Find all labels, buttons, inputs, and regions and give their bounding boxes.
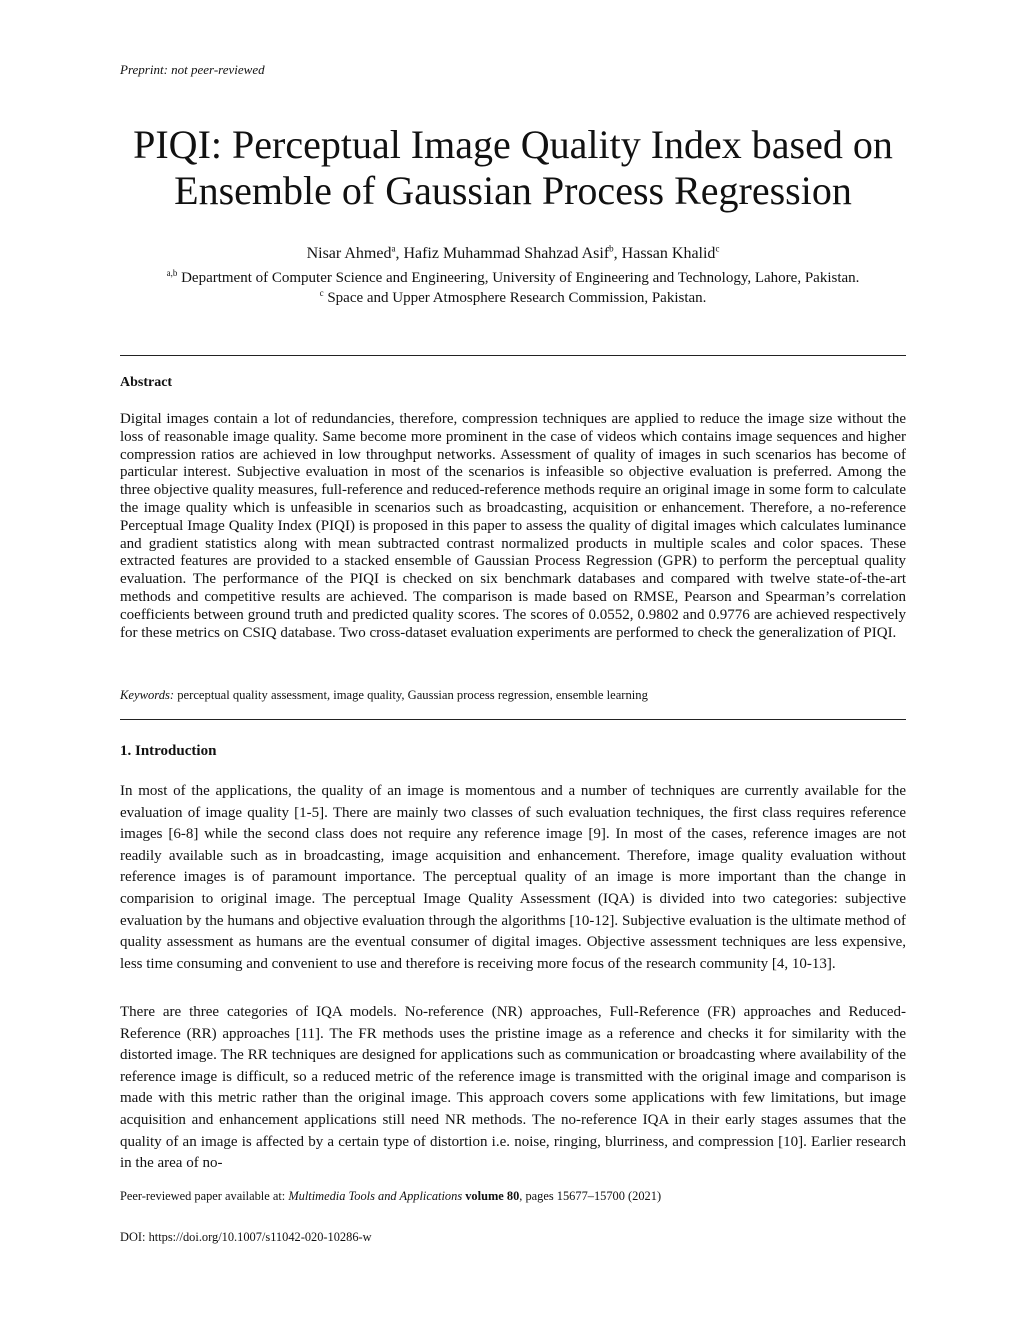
affiliation-2	[120, 290, 906, 307]
journal-name: Multimedia Tools and Applications	[288, 1189, 463, 1203]
doi-link[interactable]: DOI: https://doi.org/10.1007/s11042-020-10286-w	[120, 1230, 372, 1244]
affiliation-2-text: Space and Upper Atmosphere Research Commission, Pakistan.	[323, 290, 707, 306]
author-2-affil-mark: b	[609, 243, 614, 254]
peer-review-note	[120, 1189, 661, 1204]
affiliation-2-mark: c	[319, 288, 324, 298]
author-list	[120, 245, 906, 263]
author-3: , Hassan Khalid	[613, 245, 716, 262]
keywords-list: perceptual quality assessment, image quality, Gaussian process regression, ensemble learning	[174, 688, 648, 702]
author-3-affil-mark: c	[715, 243, 720, 254]
keywords-line	[120, 688, 906, 703]
author-1: Nisar Ahmed	[306, 245, 392, 262]
abstract-bottom-rule	[120, 719, 906, 720]
keywords-label: Keywords:	[120, 688, 175, 702]
abstract-heading: Abstract	[120, 375, 173, 390]
abstract-text: Digital images contain a lot of redundancies, therefore, compression techniques are applied to reduce the image size without the loss of reasonable image quality. Same become more prominent in the case of videos which contains image sequences and higher compression ratios are achieved in low throughput networks. Assessment of quality of images in such scenarios has become of particular interest. Subjective evaluation in most of the scenarios is infeasible so objective evaluation is preferred. Among the three objective quality measures, full-reference and reduced-reference methods require an original image in some form to calculate the image quality which is unfeasible in scenarios such as broadcasting, acquisition or enhancement. Therefore, a no-reference Perceptual Image Quality Index (PIQI) is proposed in this paper to assess the quality of digital images which calculates luminance and gradient statistics along with mean subtracted contrast normalized products in multiple scales and color spaces. These extracted features are provided to a stacked ensemble of Gaussian Process Regression (GPR) to perform the perceptual quality evaluation. The performance of the PIQI is checked on six benchmark databases and compared with twelve state-of-the-art methods and competitive results are achieved. The comparison is made based on RMSE, Pearson and Spearman’s correlation coefficients between ground truth and predicted quality scores. The scores of 0.0552, 0.9802 and 0.9776 are achieved respectively for these metrics on CSIQ database. Two cross-dataset evaluation experiments are performed to check the generalization of PIQI.	[120, 411, 906, 641]
journal-volume: volume 80	[462, 1189, 520, 1203]
title-line-1: PIQI: Perceptual Image Quality Index based on	[133, 122, 893, 167]
introduction-heading: 1. Introduction	[120, 743, 217, 759]
title-line-2: Ensemble of Gaussian Process Regression	[174, 168, 852, 213]
abstract-top-rule	[120, 355, 906, 356]
introduction-paragraph-1: In most of the applications, the quality of an image is momentous and a number of techniques are currently available for the evaluation of image quality [1-5]. There are mainly two classes of such evaluation techniques, the first class requires reference images [6-8] while the second class does not require any reference image [9]. In most of the cases, reference images are not readily available such as in broadcasting, image acquisition and enhancement. Therefore, image quality evaluation without reference images is of paramount importance. The perceptual quality of an image is more important than the change in comparision to original image. The perceptual Image Quality Assessment (IQA) is divided into two categories: subjective evaluation by the humans and objective evaluation through the algorithms [10-12]. Subjective evaluation is the ultimate method of quality assessment as humans are the eventual consumer of digital images. Objective assessment techniques are less expensive, less time consuming and convenient to use and therefore is receiving more focus of the research community [4, 10-13].	[120, 783, 906, 972]
affiliation-1-mark: a,b	[166, 268, 178, 278]
affiliation-1	[120, 270, 906, 287]
paper-title	[110, 122, 916, 214]
journal-pages: , pages 15677–15700 (2021)	[519, 1189, 662, 1203]
peer-review-prefix: Peer-reviewed paper available at:	[120, 1189, 289, 1203]
affiliation-1-text: Department of Computer Science and Engineering, University of Engineering and Technology, Lahore, Pakistan.	[177, 270, 860, 286]
preprint-note: Preprint: not peer-reviewed	[120, 62, 265, 77]
introduction-paragraph-2: There are three categories of IQA models. No-reference (NR) approaches, Full-Reference (FR) approaches and Reduced-Reference (RR) approaches [11]. The FR methods uses the pristine image as a reference and checks it for similarity with the distorted image. The RR techniques are designed for applications such as communication or broadcasting where availability of the reference image is difficult, so a reduced metric of the reference image is transmitted with the original image and comparison is made with this metric rather than the original image. This approach covers some applications with few limitations, but image acquisition and enhancement applications still need NR methods. The no-reference IQA in their early stages assumes that the quality of an image is affected by a certain type of distortion i.e. noise, ringing, blurriness, and compression [10]. Earlier research in the area of no-	[120, 1004, 906, 1172]
author-2: , Hafiz Muhammad Shahzad Asif	[395, 245, 610, 262]
author-1-affil-mark: a	[391, 243, 396, 254]
